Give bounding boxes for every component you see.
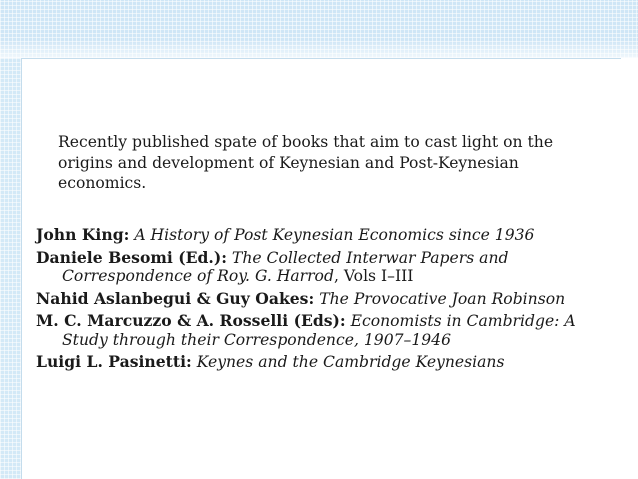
left-pattern-band [0, 58, 21, 479]
book-entry-marcuzzo-rosselli [36, 312, 616, 349]
book-author: M. C. Marcuzzo & A. Rosselli (Eds): [36, 311, 346, 330]
book-title: Keynes and the Cambridge Keynesians [196, 353, 505, 371]
book-title: The Provocative Joan Robinson [319, 289, 566, 308]
book-author: Luigi L. Pasinetti: [36, 352, 192, 371]
book-entry-aslanbegui-oakes [36, 290, 616, 309]
book-entry-king [36, 226, 616, 245]
book-author: Daniele Besomi (Ed.): [36, 247, 227, 267]
intro-text: Recently published spate of books that aim to cast light on the origins and development of Keynesian and Post-Keynesian economics. [58, 133, 554, 192]
header-fade [0, 40, 638, 58]
book-list [36, 226, 616, 376]
book-title: The Collected Interwar Papers and Correspondence of Roy. G. Harrod [62, 248, 509, 285]
book-suffix: , Vols I–III [333, 267, 414, 285]
book-title: Economists in Cambridge: A Study through their Correspondence, 1907–1946 [62, 312, 576, 349]
book-author: John King: [36, 225, 130, 244]
book-author: Nahid Aslanbegui & Guy Oakes: [36, 288, 315, 308]
book-title: A History of Post Keynesian Economics since 1936 [134, 226, 535, 244]
intro-paragraph [42, 132, 602, 194]
book-entry-besomi [36, 249, 616, 286]
book-entry-pasinetti [36, 353, 616, 372]
